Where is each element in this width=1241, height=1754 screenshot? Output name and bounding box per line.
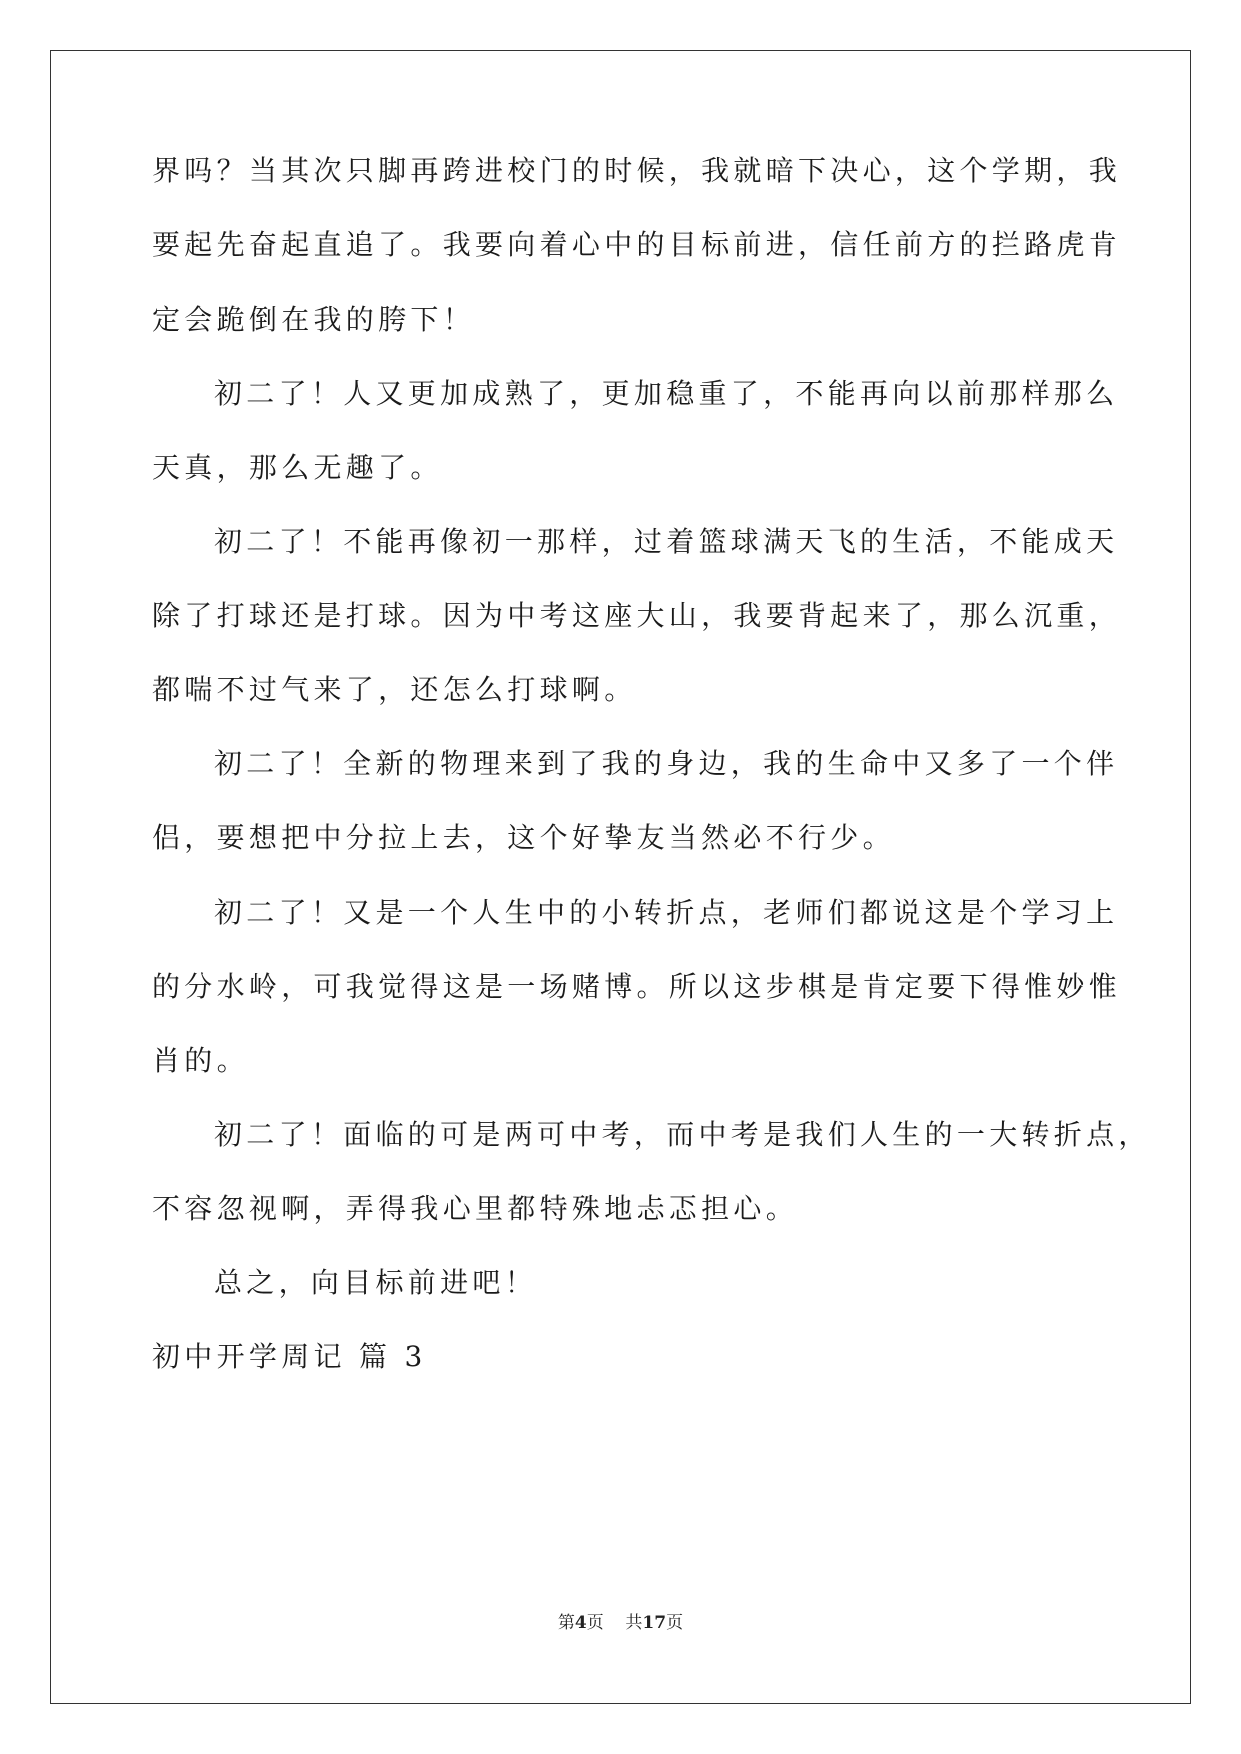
paragraph-first-line: 初二了！人又更加成熟了，更加稳重了，不能再向以前那样那么 [214, 377, 1119, 410]
text-line: 除了打球还是打球。因为中考这座大山，我要背起来了，那么沉重， [152, 599, 1122, 632]
section-heading: 初中开学周记 篇 3 [152, 1340, 427, 1373]
text-line: 要起先奋起直追了。我要向着心中的目标前进，信任前方的拦路虎肯 [152, 228, 1122, 261]
page-number: 4 [574, 1613, 587, 1633]
paragraph-first-line: 初二了！不能再像初一那样，过着篮球满天飞的生活，不能成天 [214, 525, 1119, 558]
text-line: 的分水岭，可我觉得这是一场赌博。所以这步棋是肯定要下得惟妙惟 [152, 970, 1122, 1003]
total-prefix: 共 [625, 1613, 643, 1633]
text-line: 界吗？当其次只脚再跨进校门的时候，我就暗下决心，这个学期，我 [152, 154, 1122, 187]
paragraph-first-line: 初二了！又是一个人生中的小转折点，老师们都说这是个学习上 [214, 896, 1119, 929]
text-line: 都喘不过气来了，还怎么打球啊。 [152, 673, 637, 706]
text-line: 侣，要想把中分拉上去，这个好挚友当然必不行少。 [152, 821, 895, 854]
paragraph-first-line: 初二了！面临的可是两可中考，而中考是我们人生的一大转折点， [214, 1118, 1151, 1151]
page-suffix: 页 [586, 1613, 604, 1633]
text-line: 不容忽视啊，弄得我心里都特殊地忐忑担心。 [152, 1192, 799, 1225]
page-prefix: 第 [557, 1613, 575, 1633]
page-footer [0, 1612, 1241, 1634]
text-line: 天真，那么无趣了。 [152, 451, 443, 484]
text-line: 肖的。 [152, 1044, 249, 1077]
paragraph-first-line: 总之，向目标前进吧！ [214, 1266, 538, 1299]
paragraph-first-line: 初二了！全新的物理来到了我的身边，我的生命中又多了一个伴 [214, 747, 1119, 780]
total-suffix: 页 [666, 1613, 684, 1633]
page-border [50, 50, 1191, 1704]
total-pages: 17 [642, 1613, 667, 1633]
text-line: 定会跪倒在我的胯下！ [152, 303, 476, 336]
